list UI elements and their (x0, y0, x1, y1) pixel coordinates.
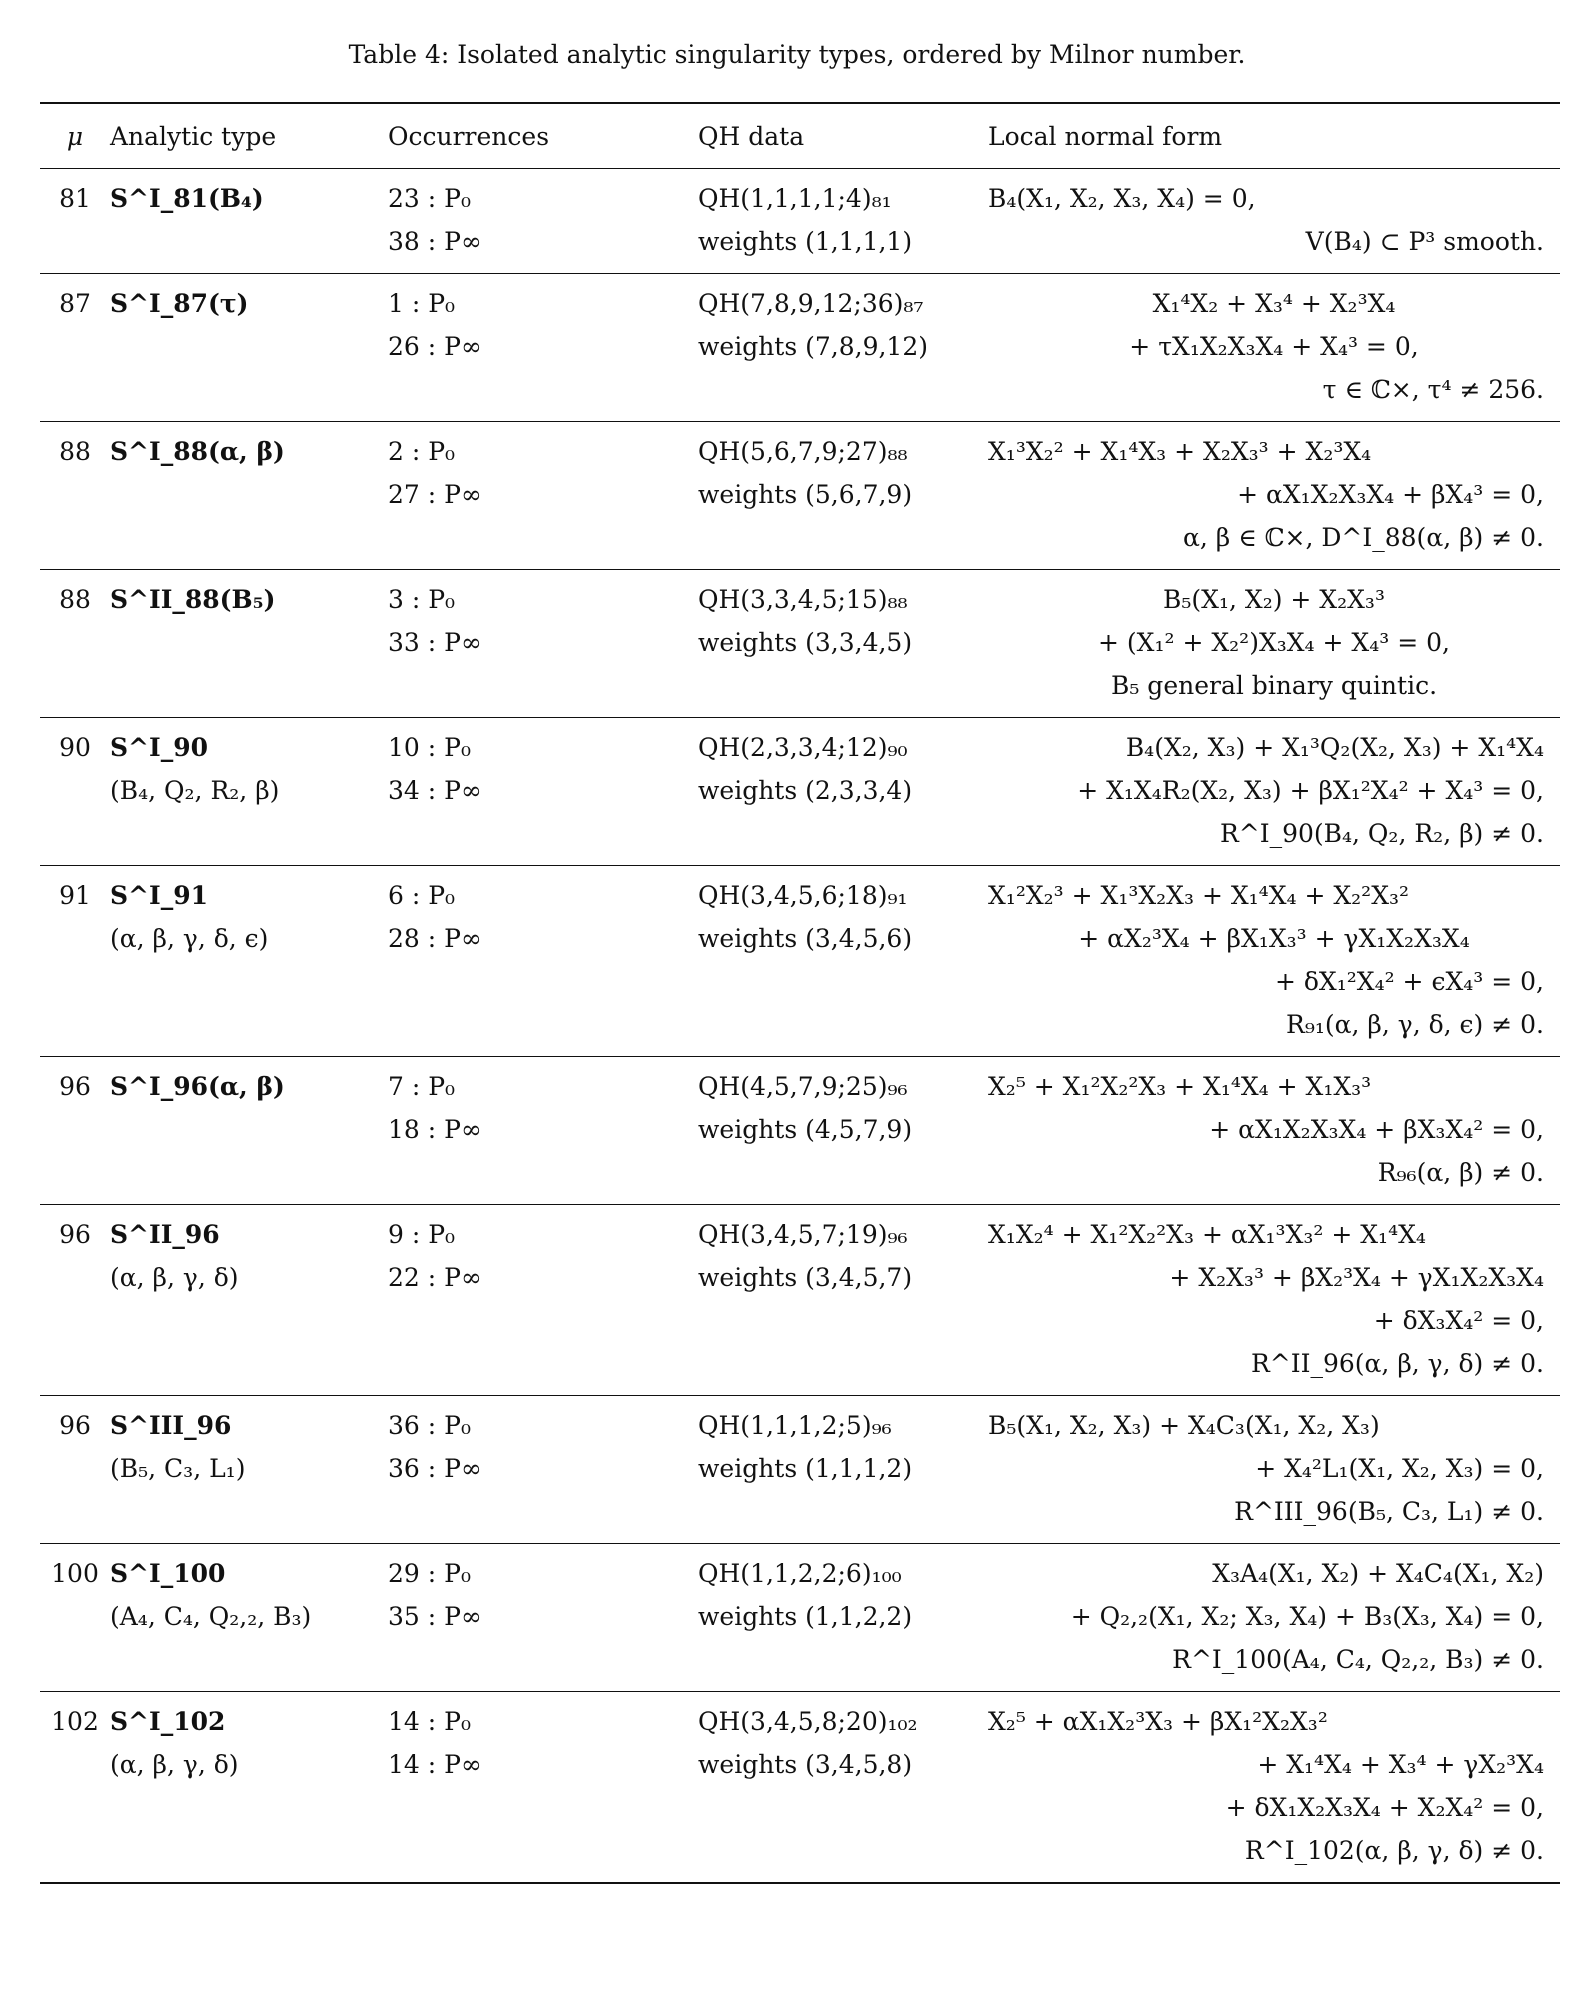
cell-analytic-type-line: (B₄, Q₂, R₂, β) (110, 776, 280, 805)
cell-qh-data (698, 422, 988, 570)
cell-occurrences (388, 1057, 698, 1205)
cell-normal-form (988, 1544, 1560, 1692)
cell-occurrences (388, 1396, 698, 1544)
cell-normal-form-line: + X₁X₄R₂(X₂, X₃) + βX₁²X₄² + X₄³ = 0, (1077, 776, 1544, 805)
table-row (40, 1544, 1560, 1692)
cell-qh-data-line: weights (1,1,2,2) (698, 1602, 913, 1631)
cell-normal-form-line: B₄(X₂, X₃) + X₁³Q₂(X₂, X₃) + X₁⁴X₄ (1125, 733, 1544, 762)
cell-mu: 100 (40, 1544, 110, 1692)
cell-analytic-type (110, 866, 388, 1057)
cell-mu: 96 (40, 1396, 110, 1544)
cell-qh-data-line: QH(3,3,4,5;15)₈₈ (698, 585, 908, 614)
cell-normal-form-line: B₅(X₁, X₂) + X₂X₃³ (1163, 585, 1385, 614)
cell-qh-data-line: QH(1,1,2,2;6)₁₀₀ (698, 1559, 902, 1588)
header-mu: μ (66, 121, 84, 151)
cell-qh-data-line: QH(1,1,1,1;4)₈₁ (698, 184, 892, 213)
cell-qh-data-line: weights (3,3,4,5) (698, 628, 913, 657)
cell-normal-form-line: R^I_100(A₄, C₄, Q₂,₂, B₃) ≠ 0. (1172, 1645, 1544, 1674)
cell-normal-form-line: R^I_90(B₄, Q₂, R₂, β) ≠ 0. (1219, 819, 1544, 848)
cell-occurrences (388, 570, 698, 718)
cell-normal-form-line: X₁³X₂² + X₁⁴X₃ + X₂X₃³ + X₂³X₄ (988, 437, 1372, 466)
table-row (40, 1692, 1560, 1884)
cell-occurrences-line: 14 : P∞ (388, 1750, 482, 1779)
cell-qh-data (698, 866, 988, 1057)
cell-qh-data-line: weights (5,6,7,9) (698, 480, 913, 509)
cell-analytic-type (110, 1057, 388, 1205)
cell-normal-form-line: R^I_102(α, β, γ, δ) ≠ 0. (1244, 1836, 1544, 1865)
cell-qh-data-line: QH(7,8,9,12;36)₈₇ (698, 289, 924, 318)
cell-occurrences-line: 33 : P∞ (388, 628, 482, 657)
cell-normal-form-line: R₉₁(α, β, γ, δ, ϵ) ≠ 0. (1286, 1010, 1544, 1039)
cell-analytic-type (110, 718, 388, 866)
cell-analytic-type (110, 1205, 388, 1396)
cell-qh-data (698, 1057, 988, 1205)
table-row (40, 1396, 1560, 1544)
cell-normal-form (988, 274, 1560, 422)
cell-qh-data-line: weights (3,4,5,7) (698, 1263, 913, 1292)
cell-qh-data-line: weights (3,4,5,8) (698, 1750, 913, 1779)
singularity-table-container (40, 102, 1560, 1884)
cell-analytic-type (110, 570, 388, 718)
cell-occurrences-line: 3 : P₀ (388, 585, 456, 614)
cell-occurrences (388, 1692, 698, 1884)
cell-occurrences-line: 28 : P∞ (388, 924, 482, 953)
cell-analytic-type-line: (α, β, γ, δ, ϵ) (110, 924, 269, 953)
cell-normal-form (988, 1396, 1560, 1544)
cell-mu: 102 (40, 1692, 110, 1884)
cell-normal-form-line: + X₁⁴X₄ + X₃⁴ + γX₂³X₄ (1257, 1750, 1544, 1779)
cell-analytic-type (110, 274, 388, 422)
cell-analytic-type-line: S^I_90 (110, 733, 208, 762)
cell-occurrences-line: 10 : P₀ (388, 733, 471, 762)
cell-occurrences (388, 422, 698, 570)
cell-occurrences-line: 23 : P₀ (388, 184, 471, 213)
cell-occurrences-line: 26 : P∞ (388, 332, 482, 361)
cell-mu: 88 (40, 422, 110, 570)
table-row (40, 422, 1560, 570)
header-occurrences: Occurrences (388, 121, 550, 151)
cell-analytic-type (110, 1396, 388, 1544)
cell-occurrences (388, 274, 698, 422)
cell-occurrences-line: 2 : P₀ (388, 437, 456, 466)
cell-qh-data (698, 718, 988, 866)
cell-occurrences-line: 29 : P₀ (388, 1559, 471, 1588)
cell-qh-data-line: weights (7,8,9,12) (698, 332, 928, 361)
cell-normal-form-line: + (X₁² + X₂²)X₃X₄ + X₄³ = 0, (1098, 628, 1450, 657)
cell-mu: 88 (40, 570, 110, 718)
header-local-normal-form: Local normal form (988, 121, 1223, 151)
cell-analytic-type (110, 1544, 388, 1692)
cell-normal-form-line: + αX₁X₂X₃X₄ + βX₃X₄² = 0, (1209, 1115, 1544, 1144)
cell-normal-form (988, 1692, 1560, 1884)
cell-normal-form-line: + Q₂,₂(X₁, X₂; X₃, X₄) + B₃(X₃, X₄) = 0, (1070, 1602, 1544, 1631)
cell-analytic-type-line: (A₄, C₄, Q₂,₂, B₃) (110, 1602, 312, 1631)
cell-normal-form-line: X₂⁵ + X₁²X₂²X₃ + X₁⁴X₄ + X₁X₃³ (988, 1072, 1372, 1101)
cell-analytic-type-line: S^I_81(B₄) (110, 184, 264, 213)
cell-normal-form (988, 718, 1560, 866)
table-row (40, 718, 1560, 866)
cell-normal-form-line: τ ∈ ℂ×, τ⁴ ≠ 256. (1322, 375, 1544, 404)
cell-normal-form-line: X₁X₂⁴ + X₁²X₂²X₃ + αX₁³X₃² + X₁⁴X₄ (988, 1220, 1426, 1249)
cell-occurrences-line: 22 : P∞ (388, 1263, 482, 1292)
cell-normal-form-line: + δX₁X₂X₃X₄ + X₂X₄² = 0, (1225, 1793, 1544, 1822)
cell-qh-data-line: weights (2,3,3,4) (698, 776, 913, 805)
cell-normal-form (988, 866, 1560, 1057)
cell-qh-data-line: weights (1,1,1,2) (698, 1454, 913, 1483)
cell-normal-form-line: R^II_96(α, β, γ, δ) ≠ 0. (1250, 1349, 1544, 1378)
cell-normal-form-line: α, β ∈ ℂ×, D^I_88(α, β) ≠ 0. (1183, 523, 1544, 552)
cell-qh-data (698, 169, 988, 274)
cell-normal-form (988, 422, 1560, 570)
cell-qh-data-line: weights (4,5,7,9) (698, 1115, 913, 1144)
singularity-table (40, 102, 1560, 1884)
cell-normal-form-line: V(B₄) ⊂ P³ smooth. (1305, 227, 1544, 256)
cell-normal-form-line: B₅(X₁, X₂, X₃) + X₄C₃(X₁, X₂, X₃) (988, 1411, 1380, 1440)
cell-mu: 91 (40, 866, 110, 1057)
cell-mu: 96 (40, 1205, 110, 1396)
cell-normal-form-line: + δX₁²X₄² + ϵX₄³ = 0, (1274, 967, 1544, 996)
cell-normal-form (988, 169, 1560, 274)
cell-analytic-type-line: S^II_88(B₅) (110, 585, 276, 614)
cell-normal-form-line: + X₄²L₁(X₁, X₂, X₃) = 0, (1255, 1454, 1544, 1483)
cell-analytic-type-line: S^I_88(α, β) (110, 437, 285, 466)
cell-normal-form-line: R₉₆(α, β) ≠ 0. (1377, 1158, 1544, 1187)
table-row (40, 1057, 1560, 1205)
table-caption: Table 4: Isolated analytic singularity types, ordered by Milnor number. (348, 40, 1246, 69)
cell-occurrences-line: 35 : P∞ (388, 1602, 482, 1631)
cell-analytic-type-line: S^I_91 (110, 881, 208, 910)
cell-normal-form-line: R^III_96(B₅, C₃, L₁) ≠ 0. (1234, 1497, 1544, 1526)
cell-normal-form-line: + αX₁X₂X₃X₄ + βX₄³ = 0, (1237, 480, 1544, 509)
cell-normal-form (988, 1205, 1560, 1396)
cell-occurrences (388, 1205, 698, 1396)
cell-normal-form-line: X₁⁴X₂ + X₃⁴ + X₂³X₄ (1152, 289, 1396, 318)
cell-occurrences-line: 9 : P₀ (388, 1220, 456, 1249)
cell-qh-data (698, 1692, 988, 1884)
cell-mu: 90 (40, 718, 110, 866)
cell-qh-data-line: weights (1,1,1,1) (698, 227, 913, 256)
cell-normal-form-line: + X₂X₃³ + βX₂³X₄ + γX₁X₂X₃X₄ (1169, 1263, 1544, 1292)
cell-analytic-type-line: S^III_96 (110, 1411, 232, 1440)
cell-mu: 96 (40, 1057, 110, 1205)
cell-qh-data-line: QH(3,4,5,6;18)₉₁ (698, 881, 908, 910)
cell-normal-form-line: B₅ general binary quintic. (1110, 671, 1438, 700)
cell-occurrences-line: 36 : P₀ (388, 1411, 471, 1440)
cell-mu: 81 (40, 169, 110, 274)
cell-qh-data (698, 1205, 988, 1396)
table-row (40, 274, 1560, 422)
cell-qh-data-line: QH(2,3,3,4;12)₉₀ (698, 733, 908, 762)
cell-qh-data-line: QH(3,4,5,7;19)₉₆ (698, 1220, 908, 1249)
cell-qh-data-line: weights (3,4,5,6) (698, 924, 913, 953)
cell-qh-data (698, 1544, 988, 1692)
cell-analytic-type (110, 1692, 388, 1884)
cell-normal-form (988, 1057, 1560, 1205)
cell-analytic-type (110, 422, 388, 570)
cell-qh-data-line: QH(3,4,5,8;20)₁₀₂ (698, 1707, 918, 1736)
cell-normal-form (988, 570, 1560, 718)
cell-occurrences-line: 18 : P∞ (388, 1115, 482, 1144)
cell-occurrences-line: 36 : P∞ (388, 1454, 482, 1483)
header-analytic-type: Analytic type (110, 121, 277, 151)
cell-occurrences-line: 6 : P₀ (388, 881, 456, 910)
table-row (40, 169, 1560, 274)
cell-qh-data (698, 1396, 988, 1544)
cell-analytic-type-line: S^I_96(α, β) (110, 1072, 285, 1101)
cell-occurrences (388, 169, 698, 274)
cell-occurrences (388, 866, 698, 1057)
cell-occurrences-line: 38 : P∞ (388, 227, 482, 256)
cell-occurrences-line: 14 : P₀ (388, 1707, 471, 1736)
cell-qh-data (698, 570, 988, 718)
cell-analytic-type-line: (α, β, γ, δ) (110, 1750, 239, 1779)
cell-occurrences-line: 1 : P₀ (388, 289, 456, 318)
cell-analytic-type-line: S^I_100 (110, 1559, 226, 1588)
cell-qh-data-line: QH(1,1,1,2;5)₉₆ (698, 1411, 892, 1440)
cell-occurrences-line: 27 : P∞ (388, 480, 482, 509)
table-row (40, 866, 1560, 1057)
cell-analytic-type-line: (B₅, C₃, L₁) (110, 1454, 246, 1483)
cell-occurrences (388, 1544, 698, 1692)
cell-occurrences (388, 718, 698, 866)
cell-qh-data-line: QH(4,5,7,9;25)₉₆ (698, 1072, 908, 1101)
cell-occurrences-line: 34 : P∞ (388, 776, 482, 805)
cell-qh-data-line: QH(5,6,7,9;27)₈₈ (698, 437, 908, 466)
cell-analytic-type-line: S^I_102 (110, 1707, 226, 1736)
header-qh-data: QH data (698, 121, 805, 151)
cell-qh-data (698, 274, 988, 422)
cell-analytic-type-line: S^I_87(τ) (110, 289, 249, 318)
cell-normal-form-line: X₃A₄(X₁, X₂) + X₄C₄(X₁, X₂) (1212, 1559, 1544, 1588)
table-row (40, 1205, 1560, 1396)
cell-occurrences-line: 7 : P₀ (388, 1072, 456, 1101)
cell-analytic-type-line: (α, β, γ, δ) (110, 1263, 239, 1292)
cell-analytic-type (110, 169, 388, 274)
cell-normal-form-line: X₂⁵ + αX₁X₂³X₃ + βX₁²X₂X₃² (988, 1707, 1328, 1736)
cell-analytic-type-line: S^II_96 (110, 1220, 220, 1249)
cell-mu: 87 (40, 274, 110, 422)
cell-normal-form-line: X₁²X₂³ + X₁³X₂X₃ + X₁⁴X₄ + X₂²X₃² (988, 881, 1410, 910)
table-body (40, 169, 1560, 1884)
cell-normal-form-line: B₄(X₁, X₂, X₃, X₄) = 0, (988, 184, 1256, 213)
table-row (40, 570, 1560, 718)
cell-normal-form-line: + αX₂³X₄ + βX₁X₃³ + γX₁X₂X₃X₄ (1078, 924, 1470, 953)
cell-normal-form-line: + δX₃X₄² = 0, (1373, 1306, 1544, 1335)
cell-normal-form-line: + τX₁X₂X₃X₄ + X₄³ = 0, (1129, 332, 1419, 361)
